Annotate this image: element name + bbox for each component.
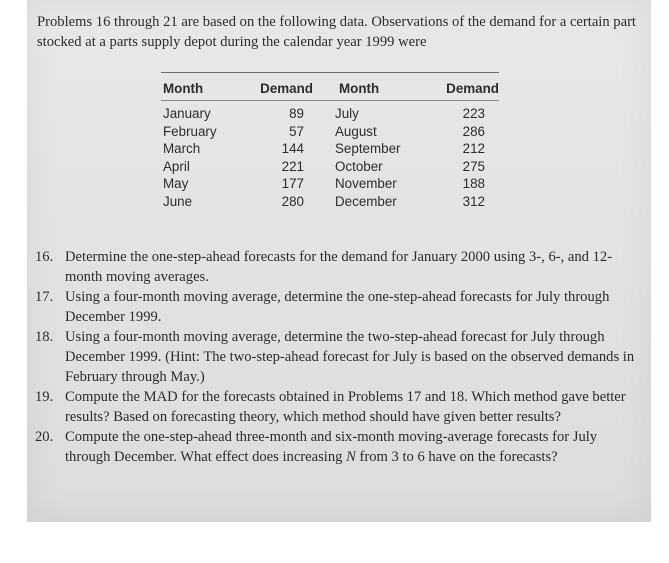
problem-text: Determine the one-step-ahead forecasts for the demand for January 2000 using 3-, 6-, and 12-month moving averages. (65, 249, 613, 285)
column-demand-jan-jun (243, 105, 313, 211)
problem-17 (35, 287, 645, 327)
problem-number: 16. (35, 249, 54, 265)
demand-cell: 89 (289, 106, 304, 121)
month-cell: May (163, 176, 189, 192)
problem-text: Compute the MAD for the forecasts obtained in Problems 17 and 18. Which method gave better results? Based on forecasting theory, which method should have given better results? (65, 389, 626, 425)
problem-16 (35, 247, 645, 287)
variable-n: N (346, 449, 356, 465)
problem-19 (35, 387, 645, 427)
problem-number: 18. (35, 329, 54, 345)
month-cell: June (163, 193, 193, 209)
demand-cell: 144 (281, 141, 304, 157)
demand-cell: 188 (462, 176, 485, 192)
problem-text-part: from 3 to 6 have on the forecasts? (355, 449, 558, 465)
problem-text (65, 427, 645, 467)
problem-text-part: Compute the one-step-ahead three-month and six-month moving-average forecasts for July through December. What effect does increasing (65, 429, 598, 465)
problem-number: 19. (35, 389, 54, 405)
month-cell: March (163, 141, 201, 157)
month-cell: August (335, 123, 377, 139)
month-cell: October (335, 158, 383, 174)
table-header-row (161, 73, 499, 100)
problem-20 (35, 427, 645, 467)
intro-paragraph: Problems 16 through 21 are based on the following data. Observations of the demand for a certain part stocked at a parts supply depot during the calendar year 1999 were (37, 14, 636, 50)
demand-cell: 280 (281, 193, 304, 209)
demand-cell: 286 (462, 123, 485, 139)
problem-number: 17. (35, 289, 54, 305)
header-month-2: Month (339, 81, 380, 96)
month-cell: November (335, 176, 397, 192)
column-month-jan-jun (161, 105, 243, 211)
month-cell: September (335, 141, 401, 157)
header-month-1: Month (163, 81, 204, 96)
problem-text: Using a four-month moving average, determine the one-step-ahead forecasts for July through December 1999. (65, 289, 610, 325)
demand-cell: 223 (462, 106, 485, 121)
problem-list (35, 247, 645, 467)
demand-cell: 177 (281, 176, 304, 192)
month-cell: January (163, 106, 211, 121)
demand-cell: 57 (289, 123, 304, 139)
textbook-page-photo (27, 0, 651, 522)
table-body (161, 101, 499, 211)
month-cell: July (335, 106, 359, 121)
demand-cell: 312 (462, 193, 485, 209)
month-cell: February (163, 123, 217, 139)
header-demand-1: Demand (260, 81, 313, 96)
column-month-jul-dec (313, 105, 409, 211)
demand-table (161, 72, 499, 211)
problem-text: Using a four-month moving average, determine the two-step-ahead forecast for July through December 1999. (Hint: The two-step-ahead forecast for July is based on the observed demands in February through May.) (65, 329, 635, 385)
header-demand-2: Demand (446, 81, 499, 96)
demand-cell: 275 (462, 158, 485, 174)
problem-18 (35, 327, 645, 387)
problem-number: 20. (35, 429, 54, 445)
month-cell: April (163, 158, 190, 174)
month-cell: December (335, 193, 397, 209)
demand-cell: 212 (462, 141, 485, 157)
column-demand-jul-dec (409, 105, 499, 211)
demand-cell: 221 (281, 158, 304, 174)
